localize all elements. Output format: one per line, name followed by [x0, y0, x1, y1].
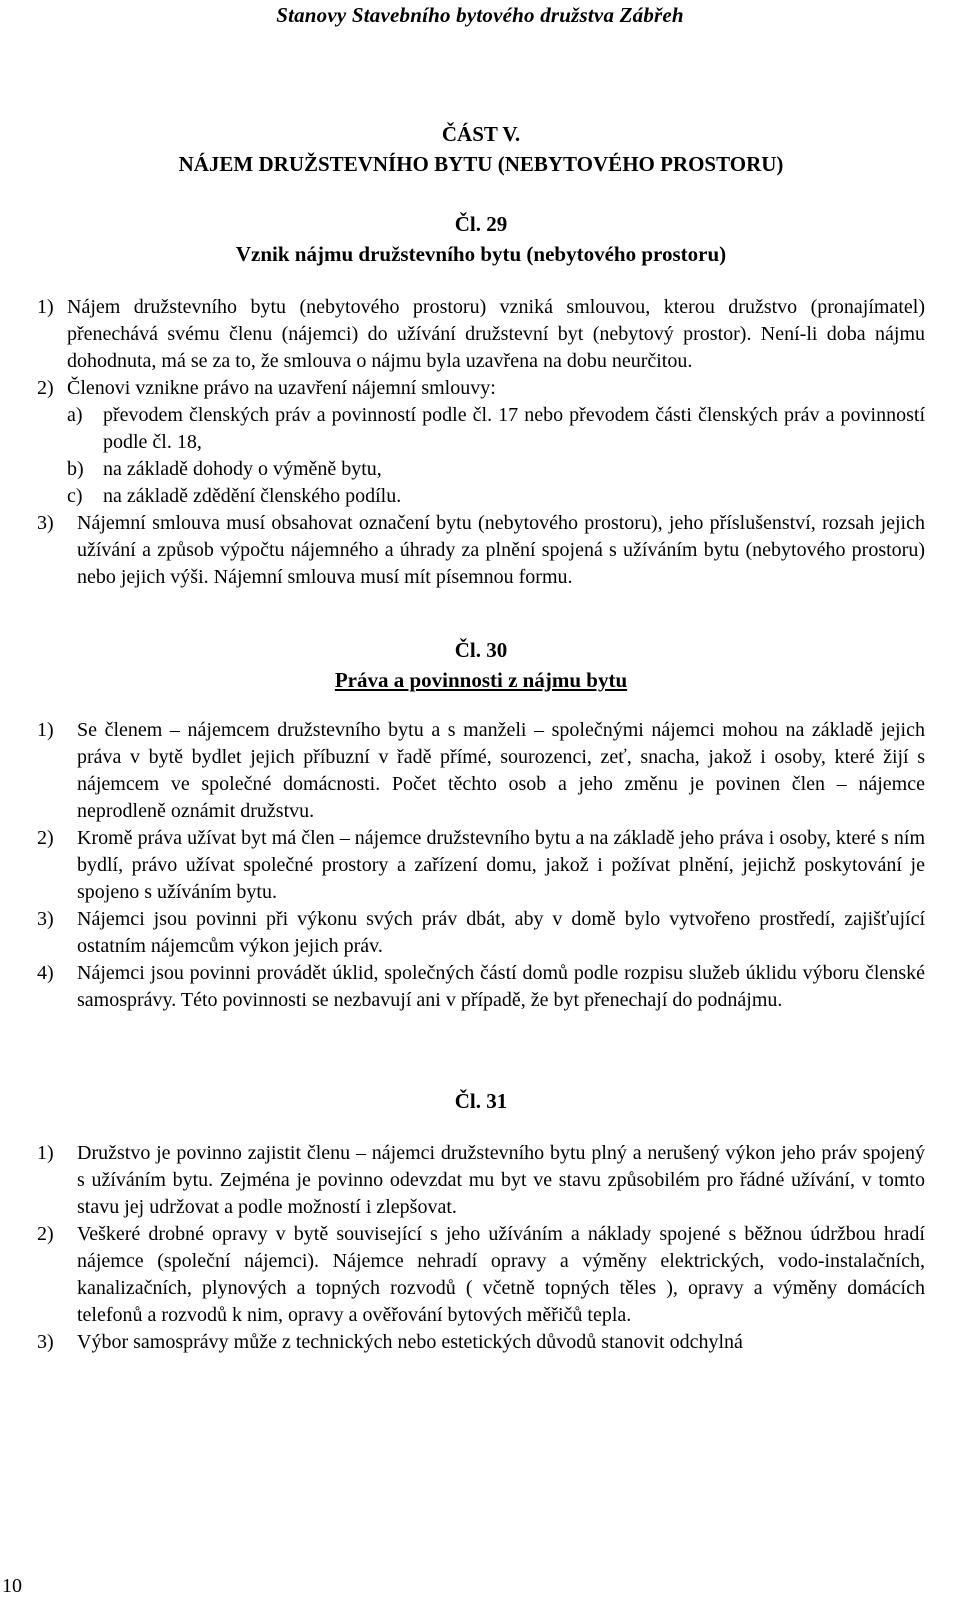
article-31-paragraph-3	[37, 1329, 925, 1356]
sub-item-letter: c)	[67, 485, 83, 507]
page-number: 10	[2, 1575, 22, 1597]
article-29-paragraph-2	[37, 375, 925, 402]
part-title: NÁJEM DRUŽSTEVNÍHO BYTU (NEBYTOVÉHO PROSTORU)	[178, 152, 784, 176]
paragraph-text: Nájem družstevního bytu (nebytového prostoru) vzniká smlouvou, kterou družstvo (pronajímatel) přenechává svému členu (nájemci) do užívání družstevní byt (nebytový prostor). Není-li doba nájmu dohodnuta, má se za to, že smlouva o nájmu byla uzavřena na dobu neurčitou.	[67, 296, 925, 372]
paragraph-text: Nájemci jsou povinni provádět úklid, společných částí domů podle rozpisu služeb úklidu výboru členské samosprávy. Této povinnosti se nezbavují ani v případě, že byt přenechají do podnájmu.	[77, 962, 925, 1011]
article-29-sub-item-b	[67, 456, 925, 483]
paragraph-text: Družstvo je povinno zajistit členu – nájemci družstevního bytu plný a nerušený výkon jeho práv spojený s užíváním bytu. Zejména je povinno odevzdat mu byt ve stavu způsobilém pro řádné užívání, v tomto stavu jej udržovat a podle možností i zlepšovat.	[77, 1142, 925, 1218]
paragraph-number: 3)	[37, 1331, 54, 1353]
paragraph-number: 2)	[37, 1223, 54, 1245]
document-body	[37, 119, 925, 1356]
article-29-paragraph-3	[37, 510, 925, 591]
part-label: ČÁST V.	[441, 122, 521, 146]
article-30-paragraph-4	[37, 960, 925, 1014]
paragraph-text: Nájemci jsou povinni při výkonu svých práv dbát, aby v domě bylo vytvořeno prostředí, zajišťující ostatním nájemcům výkon jejich práv.	[77, 908, 925, 957]
paragraph-number: 2)	[37, 827, 54, 849]
article-29-number: Čl. 29	[454, 212, 508, 236]
paragraph-number: 3)	[37, 908, 54, 930]
article-31-paragraph-1	[37, 1140, 925, 1221]
article-30-number: Čl. 30	[454, 638, 508, 662]
paragraph-text: Se členem – nájemcem družstevního bytu a s manželi – společnými nájemci mohou na základě jejich práva v bytě bydlet jejich příbuzní v řadě přímé, sourozenci, zeť, snacha, jakož i osoby, které žijí s nájemcem ve společné domácnosti. Počet těchto osob a jeho změnu je povinen člen – nájemce neprodleně oznámit družstvu.	[77, 719, 925, 822]
article-30-paragraph-3	[37, 906, 925, 960]
running-header: Stanovy Stavebního bytového družstva Zábřeh	[276, 3, 684, 27]
article-30-paragraph-1	[37, 717, 925, 825]
article-30-paragraph-2	[37, 825, 925, 906]
article-30-title-text: Práva a povinnosti z nájmu bytu	[334, 668, 628, 692]
paragraph-number: 4)	[37, 962, 54, 984]
article-31-paragraph-2	[37, 1221, 925, 1329]
sub-item-letter: a)	[67, 404, 83, 426]
sub-item-text: převodem členských práv a povinností podle čl. 17 nebo převodem části členských práv a povinností podle čl. 18,	[103, 404, 925, 453]
article-29-sub-item-a	[67, 402, 925, 456]
sub-item-text: na základě dohody o výměně bytu,	[103, 458, 382, 480]
paragraph-text: Výbor samosprávy může z technických nebo estetických důvodů stanovit odchylná	[77, 1331, 743, 1353]
paragraph-number: 2)	[37, 377, 54, 399]
paragraph-text: Veškeré drobné opravy v bytě související s jeho užíváním a náklady spojené s běžnou údržbou hradí nájemce (společní nájemci). Nájemce nehradí opravy a výměny elektrických, vodo-instalačních, kanalizačních, plynových a topných rozvodů ( včetně topných těles ), opravy a výměny domácích telefonů a rozvodů k nim, opravy a ověřování bytových měřičů tepla.	[77, 1223, 925, 1326]
paragraph-text: Členovi vznikne právo na uzavření nájemní smlouvy:	[67, 377, 496, 399]
paragraph-number: 3)	[37, 512, 54, 534]
article-29-paragraph-1	[37, 294, 925, 375]
paragraph-text: Nájemní smlouva musí obsahovat označení bytu (nebytového prostoru), jeho příslušenství, rozsah jejich užívání a způsob výpočtu nájemného a úhrady za plnění spojená s užíváním bytu (nebytového prostoru) nebo jejich výši. Nájemní smlouva musí mít písemnou formu.	[77, 512, 925, 588]
paragraph-number: 1)	[37, 296, 54, 318]
paragraph-number: 1)	[37, 1142, 54, 1164]
sub-item-letter: b)	[67, 458, 84, 480]
article-31-number: Čl. 31	[454, 1089, 508, 1113]
article-29-title: Vznik nájmu družstevního bytu (nebytového prostoru)	[235, 242, 727, 266]
sub-item-text: na základě zdědění členského podílu.	[103, 485, 402, 507]
paragraph-number: 1)	[37, 719, 54, 741]
article-29-sub-item-c	[67, 483, 925, 510]
article-30-title	[37, 665, 925, 695]
paragraph-text: Kromě práva užívat byt má člen – nájemce družstevního bytu a na základě jeho práva i osoby, které s ním bydlí, právo užívat společné prostory a zařízení domu, jakož i požívat plnění, jejichž poskytování je spojeno s užíváním bytu.	[77, 827, 925, 903]
